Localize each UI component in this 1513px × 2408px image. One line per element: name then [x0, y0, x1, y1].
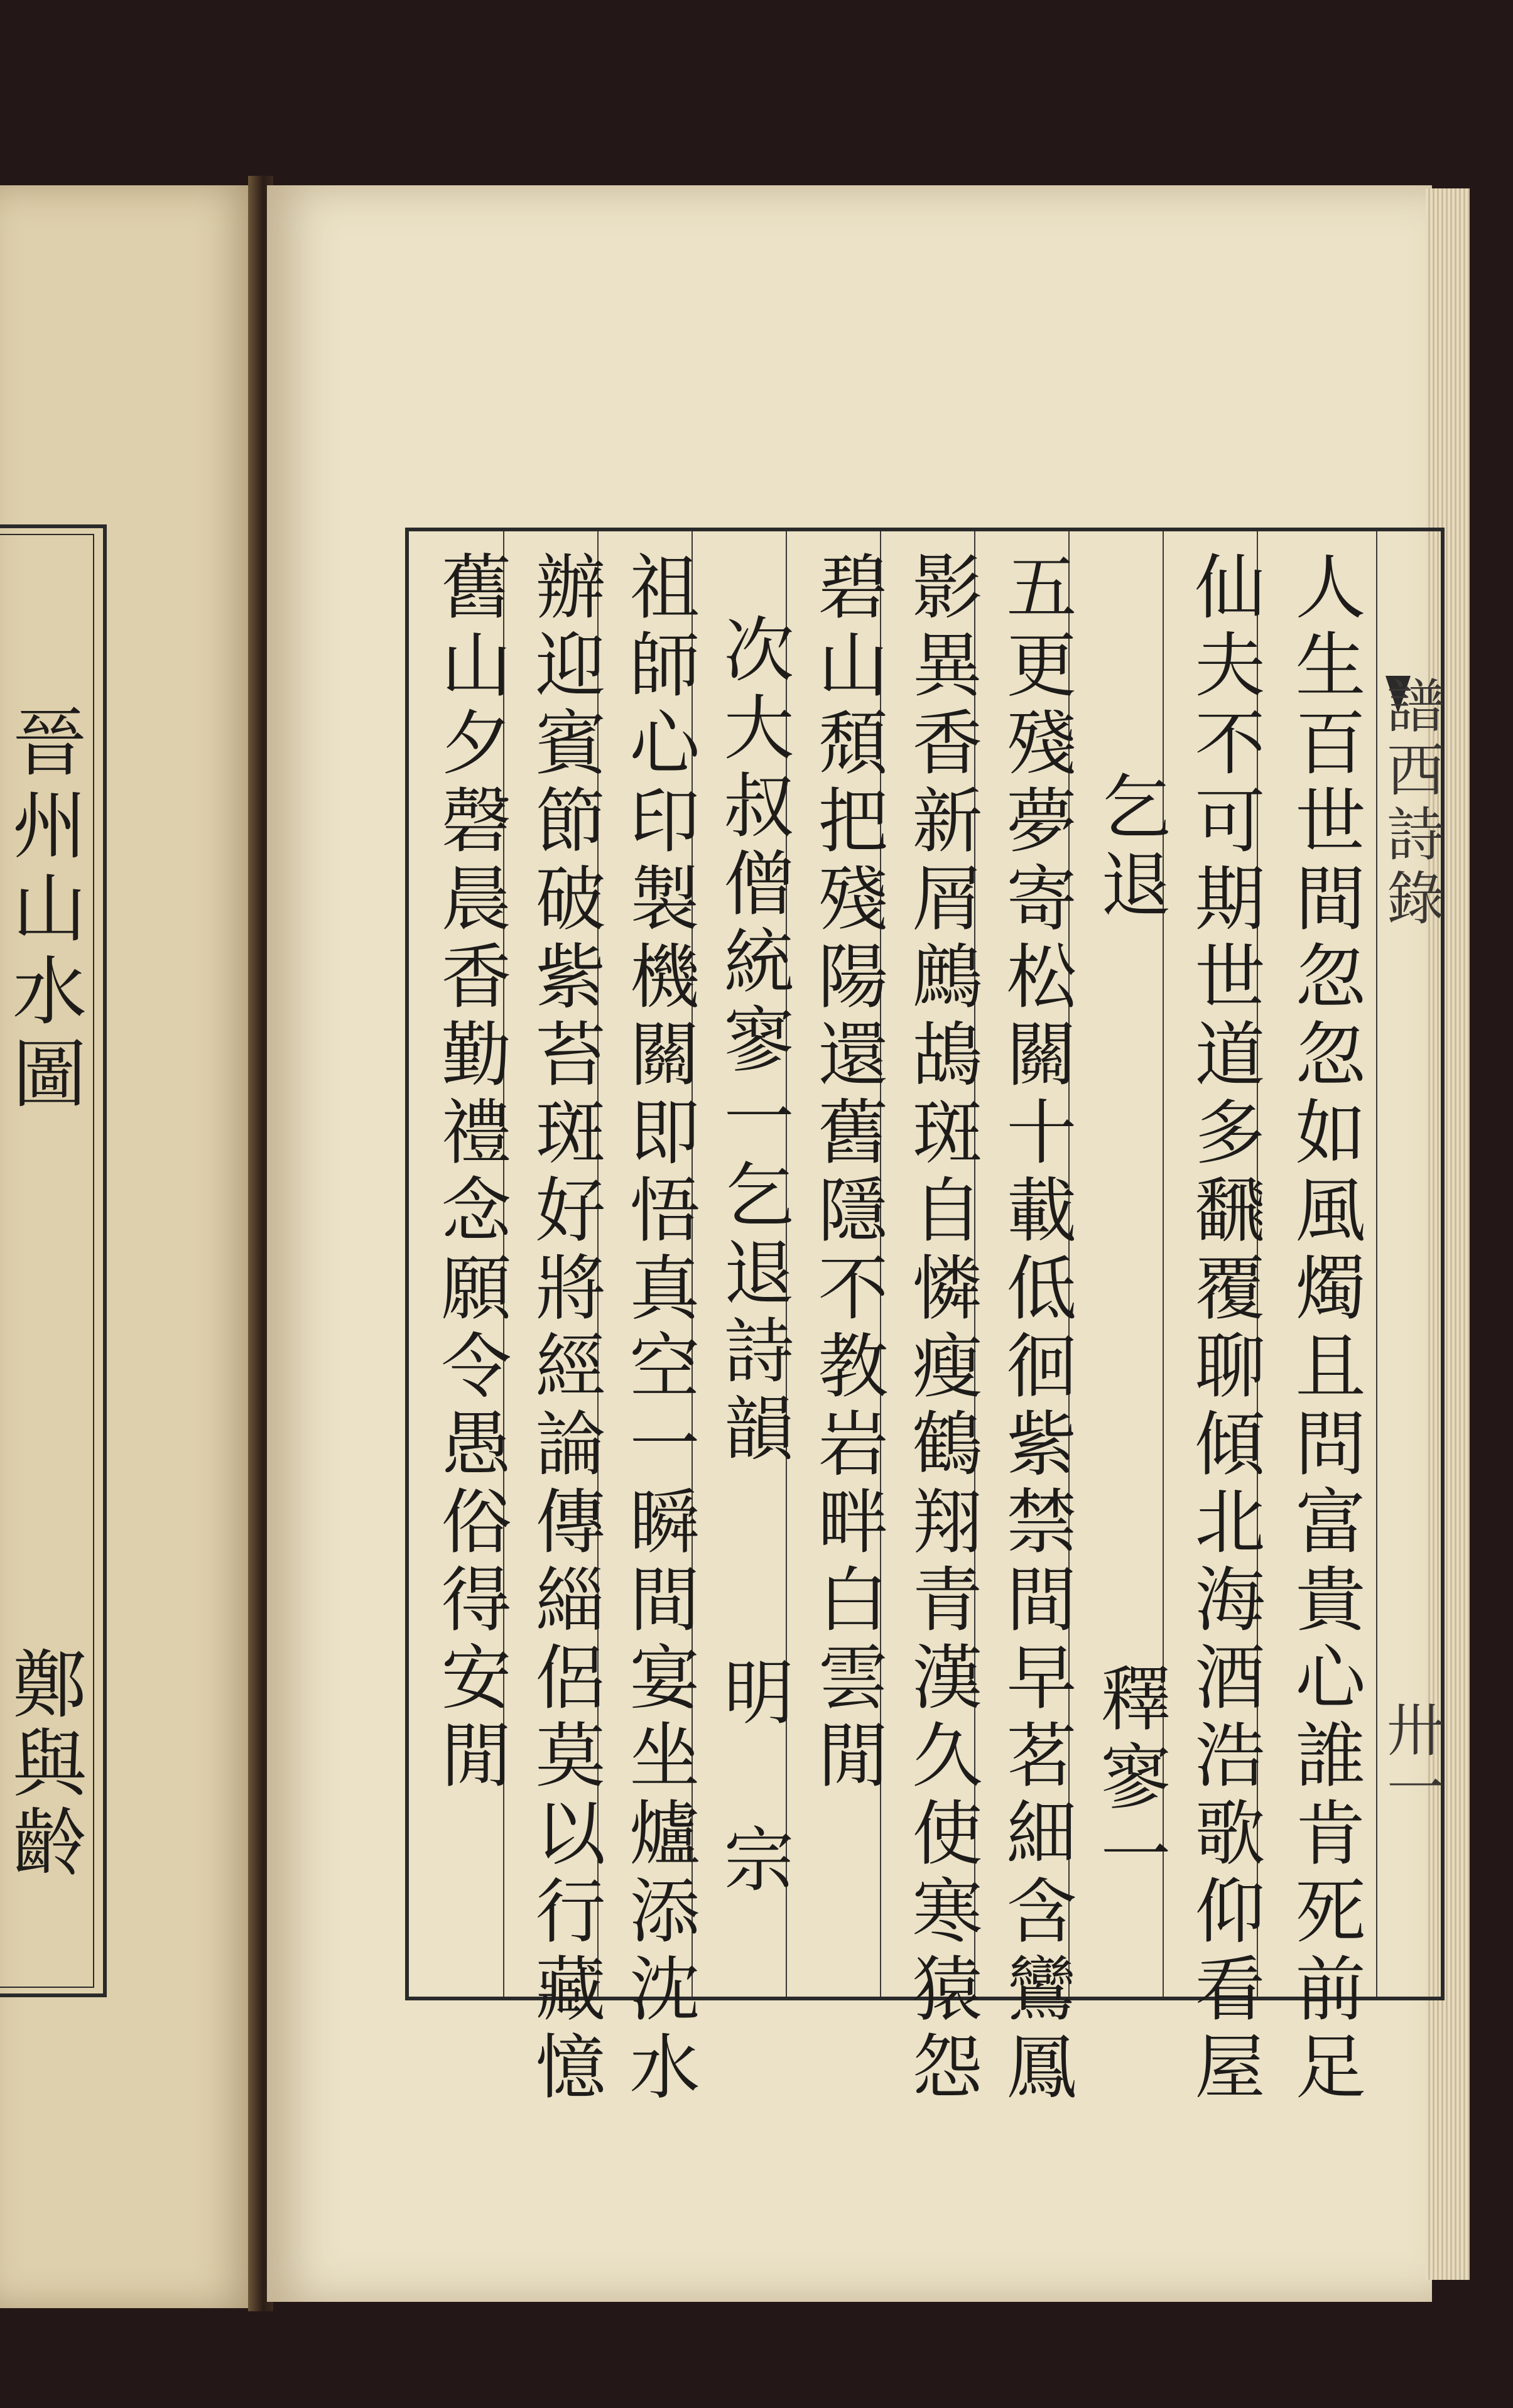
left-page-author: 鄭與齡 [0, 1646, 87, 1883]
column-text: 碧山頹把殘陽還舊隱不教岩畔白雲閒 [806, 550, 888, 1796]
text-frame [405, 528, 1445, 2108]
poem-title: 乞退 [1089, 770, 1171, 926]
column-text: 舊山夕磬晨香勤禮念願令愚俗得安閒 [430, 550, 511, 1796]
text-column-3 [1086, 550, 1180, 1995]
text-column-2 [1180, 550, 1274, 2108]
text-column-1 [1281, 550, 1375, 2108]
column-text: 人生百世間忽忽如風燭且問富貴心誰肯死前足 [1284, 550, 1365, 2108]
banxin [1377, 531, 1445, 1997]
text-column-10 [426, 550, 521, 1995]
banxin-title: 譜西詩錄 [1377, 676, 1445, 932]
page-number: 卅一 [1377, 1700, 1445, 1815]
column-text: 祖師心印製機關即悟真空一瞬間宴坐爐添沈水 [618, 550, 700, 2108]
text-column-7 [709, 550, 803, 1995]
poem-author: 釋寥一 [1089, 1662, 1171, 1895]
text-column-5 [897, 550, 992, 2108]
text-column-9 [521, 550, 615, 2108]
text-column-6 [803, 550, 897, 1995]
column-text: 影異香新屑鷓鴣斑自憐瘦鶴翔青漢久使寒猿怨 [901, 550, 982, 2108]
text-column-8 [615, 550, 709, 2108]
poem-title: 次大叔僧統寥一乞退詩韻 [712, 613, 794, 1470]
left-page-title: 晉州山水圖 [0, 703, 87, 1118]
column-text: 五更殘夢寄松關十載低徊紫禁間早茗細含鸞鳳 [995, 550, 1076, 2108]
column-text: 仙夫不可期世道多飜覆聊傾北海酒浩歌仰看屋 [1183, 550, 1265, 2108]
text-column-4 [992, 550, 1086, 2108]
column-text: 辦迎賓節破紫苔斑好將經論傳緇侶莫以行藏憶 [524, 550, 605, 2108]
poem-author: 明 宗 [712, 1656, 794, 1901]
